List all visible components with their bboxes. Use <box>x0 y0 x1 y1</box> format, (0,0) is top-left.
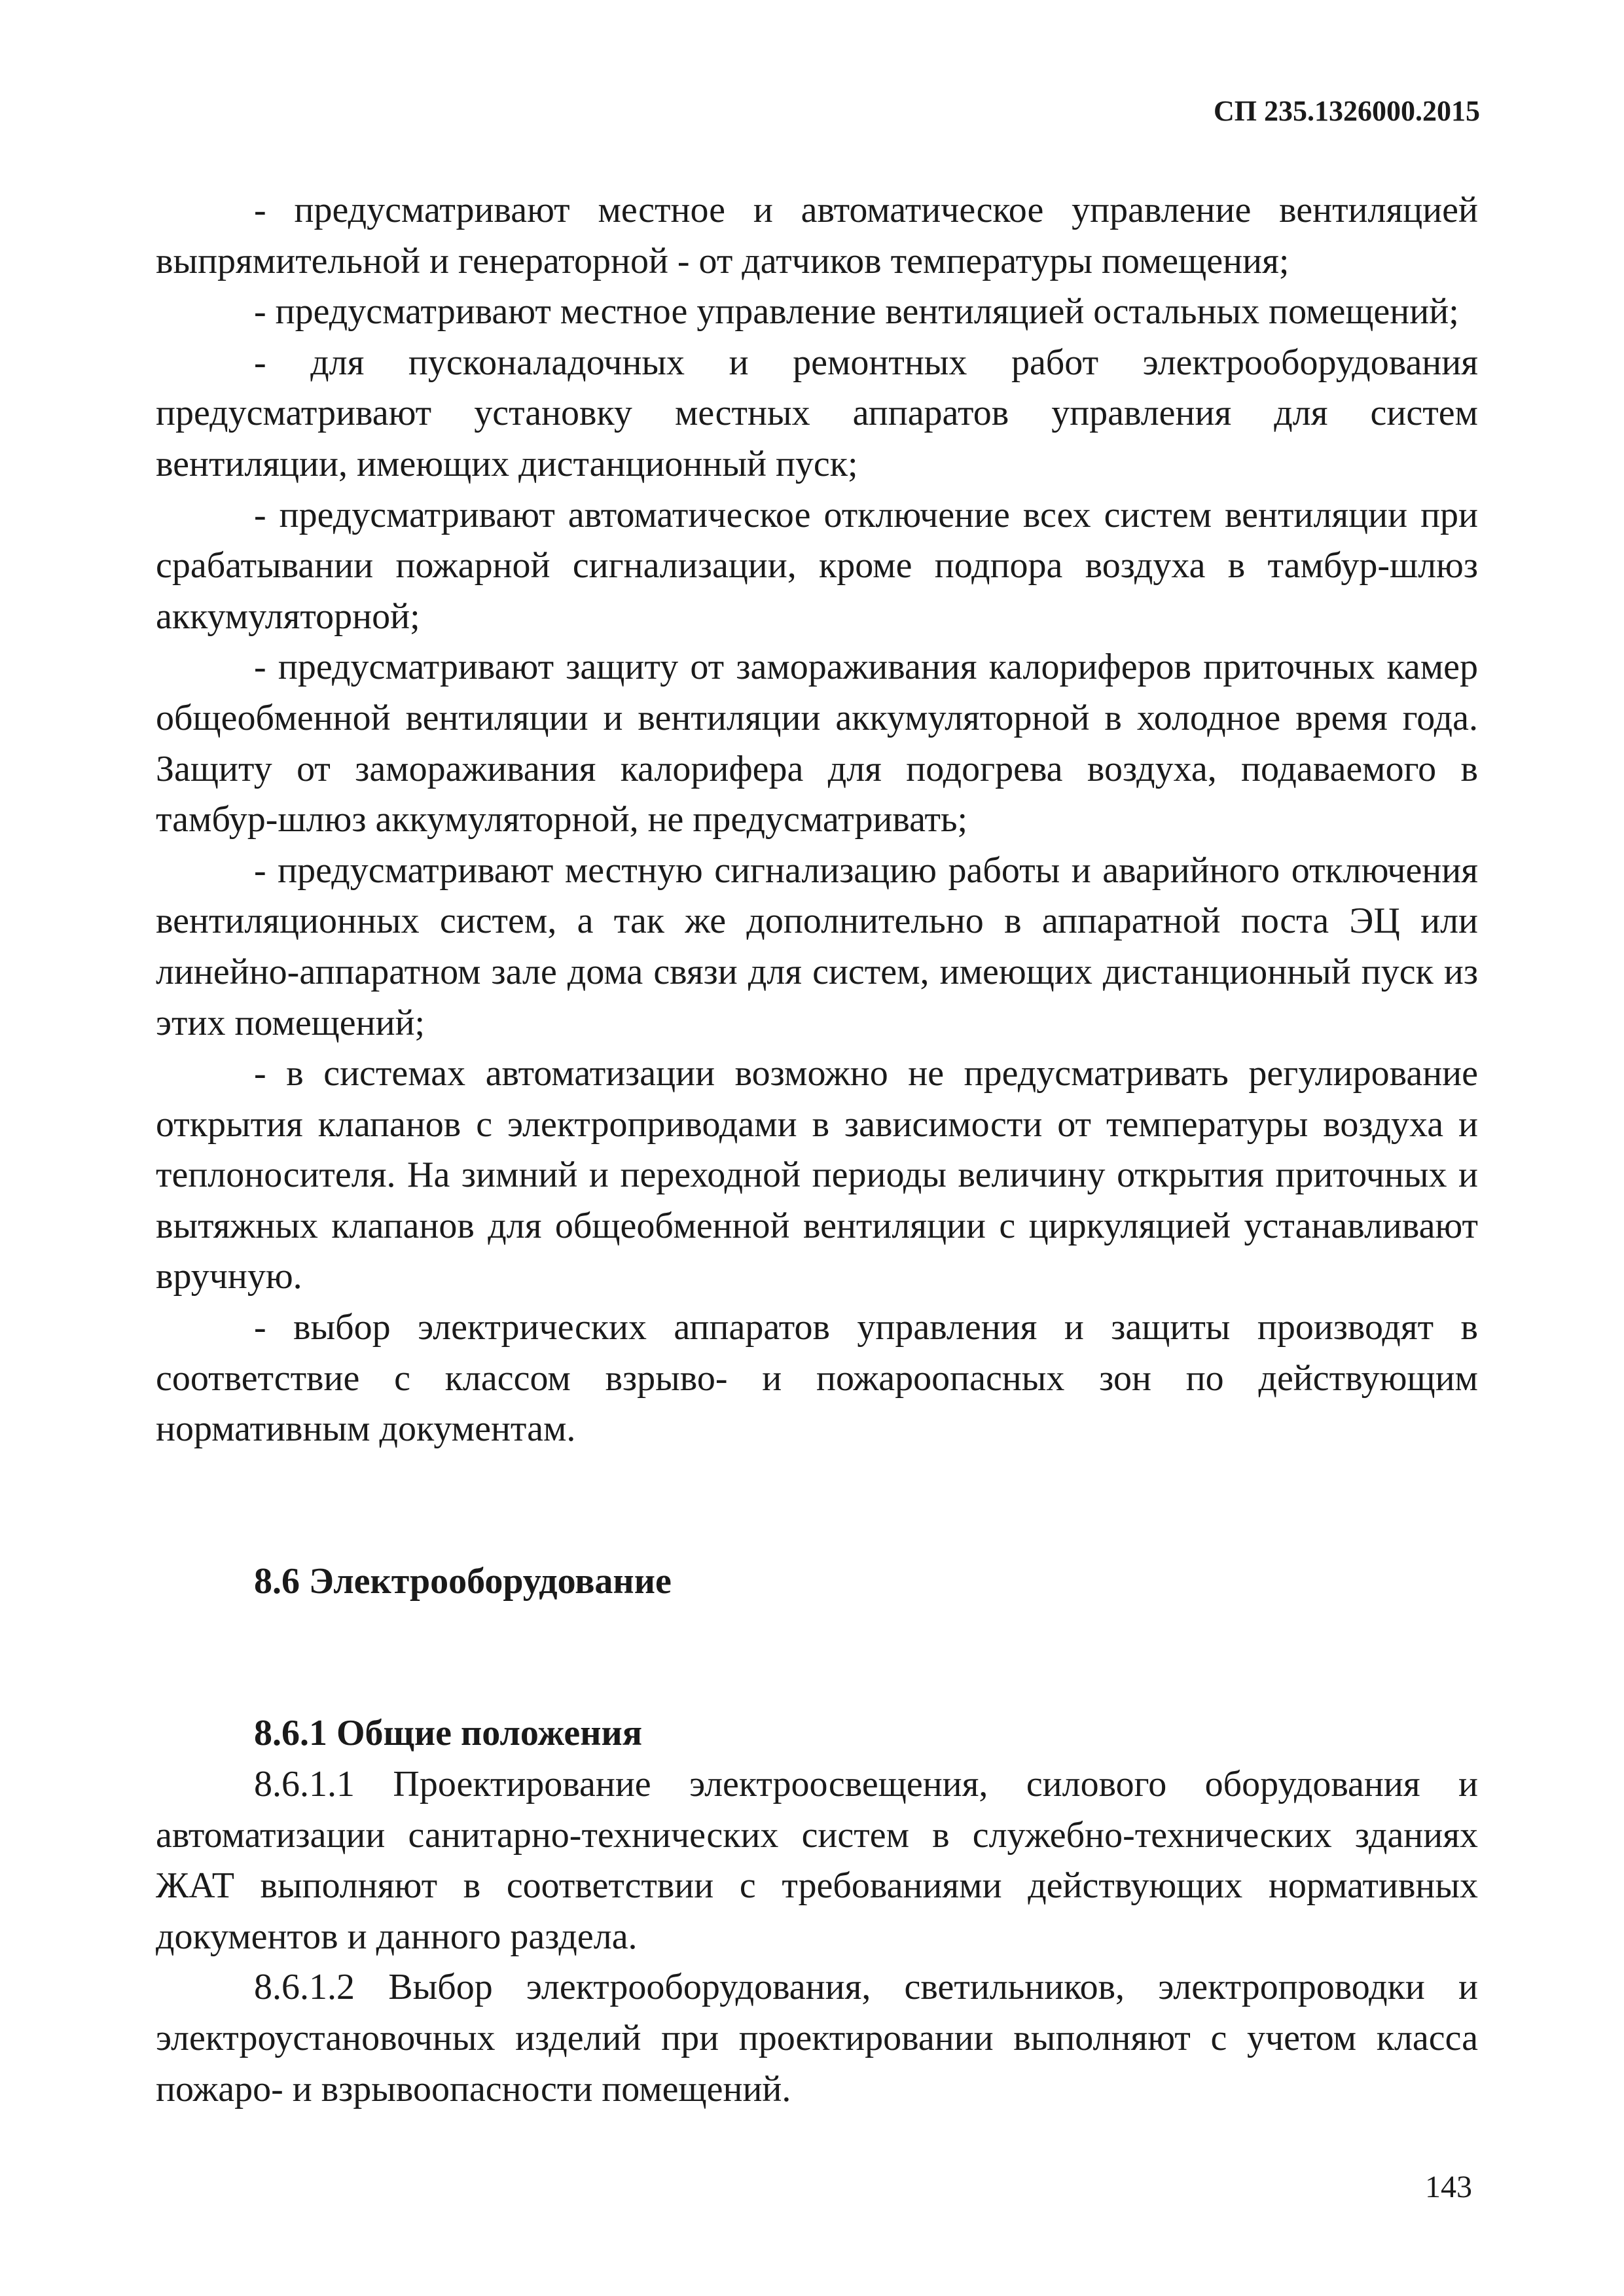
clause-8-6-1-1: 8.6.1.1 Проектирование электроосвещения, силового оборудования и автоматизации санитарно-технических систем в служебно-технических зданиях ЖАТ выполняют в соответствии с требованиями действующих нормативных документов и данного раздела. <box>156 1764 1478 1957</box>
list-item-fire-shutdown: - предусматривают автоматическое отключение всех систем вентиляции при срабатывании пожарной сигнализации, кроме подпора воздуха в тамбур-шлюз аккумуляторной; <box>156 494 1478 637</box>
list-item-apparatus-selection: - выбор электрических аппаратов управления и защиты производят в соответствие с классом взрыво- и пожароопасных зон по действующим нормативным документам. <box>156 1307 1478 1450</box>
subsection-heading: 8.6.1 Общие положения <box>254 1713 643 1754</box>
list-item-alarm-signaling: - предусматривают местную сигнализацию работы и аварийного отключения вентиляционных систем, а так же дополнительно в аппаратной поста ЭЦ или линейно-аппаратном зале дома связи для систем, имеющих дистанционный пуск из этих помещений; <box>156 850 1478 1043</box>
list-item-commissioning: - для пусконаладочных и ремонтных работ электрооборудования предусматривают установку местных аппаратов управления для систем вентиляции, имеющих дистанционный пуск; <box>156 342 1478 484</box>
section-heading: 8.6 Электрооборудование <box>254 1560 672 1602</box>
list-item-freeze-protection: - предусматривают защиту от замораживания калориферов приточных камер общеобменной вентиляции и вентиляции аккумуляторной в холодное время года. Защиту от замораживания калорифера для подогрева воздуха, подаваемого в тамбур-шлюз аккумуляторной, не предусматривать; <box>156 647 1478 840</box>
document-code-header: СП 235.1326000.2015 <box>1214 95 1480 127</box>
list-item-valve-regulation: - в системах автоматизации возможно не предусматривать регулирование открытия клапанов с электроприводами в зависимости от температуры воздуха и теплоносителя. На зимний и переходной периоды величину открытия приточных и вытяжных клапанов для общеобменной вентиляции с циркуляцией устанавливают вручную. <box>156 1053 1478 1297</box>
clause-8-6-1-2: 8.6.1.2 Выбор электрооборудования, светильников, электропроводки и электроустановочных изделий при проектировании выполняют с учетом класса пожаро- и взрывоопасности помещений. <box>156 1967 1478 2109</box>
list-item-local-control: - предусматривают местное управление вентиляцией остальных помещений; <box>254 291 1459 332</box>
list-item-ventilation-control: - предусматривают местное и автоматическое управление вентиляцией выпрямительной и генераторной - от датчиков температуры помещения; <box>156 190 1478 281</box>
body-text <box>156 185 1478 2115</box>
page-number: 143 <box>1425 2170 1472 2204</box>
